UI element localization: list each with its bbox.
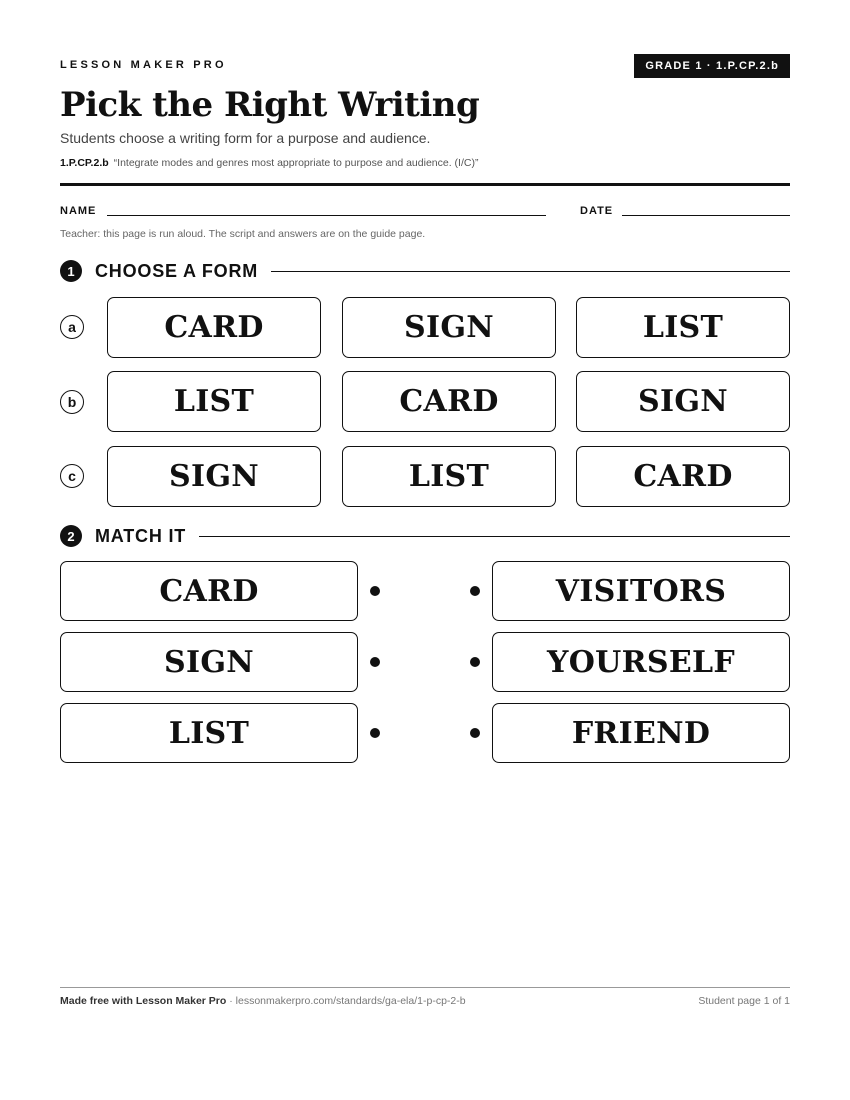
standard-code: 1.P.CP.2.b: [60, 157, 109, 169]
choice-c-2[interactable]: LIST: [342, 446, 556, 507]
section-title: MATCH IT: [95, 525, 187, 546]
row-letter-a: a: [60, 315, 84, 339]
choice-a-1[interactable]: CARD: [107, 297, 321, 358]
footer-url[interactable]: · lessonmakerpro.com/standards/ga-ela/1-p-cp-2-b: [226, 995, 466, 1007]
choice-a-3[interactable]: LIST: [576, 297, 790, 358]
page-title: Pick the Right Writing: [60, 85, 480, 125]
match-left-dot-1[interactable]: [370, 586, 380, 596]
match-right-1[interactable]: VISITORS: [492, 561, 790, 621]
worksheet-page: [60, 0, 790, 1100]
match-right-dot-3[interactable]: [470, 728, 480, 738]
match-right-2[interactable]: YOURSELF: [492, 632, 790, 692]
match-left-2[interactable]: SIGN: [60, 632, 358, 692]
section-number-badge: 2: [60, 525, 82, 547]
match-left-dot-2[interactable]: [370, 657, 380, 667]
standard-text: “Integrate modes and genres most appropriate to purpose and audience. (I/C)”: [113, 157, 479, 169]
grade-badge: GRADE 1 · 1.P.CP.2.b: [634, 54, 790, 78]
row-letter-b: b: [60, 390, 84, 414]
teacher-note: Teacher: this page is run aloud. The script and answers are on the guide page.: [60, 228, 426, 240]
choice-c-1[interactable]: SIGN: [107, 446, 321, 507]
match-left-3[interactable]: LIST: [60, 703, 358, 763]
date-label: DATE: [580, 205, 614, 217]
section-divider: [199, 536, 790, 537]
match-right-3[interactable]: FRIEND: [492, 703, 790, 763]
match-right-dot-1[interactable]: [470, 586, 480, 596]
footer-divider: [60, 987, 790, 988]
section-choose-a-form-header: [60, 259, 790, 283]
name-field[interactable]: [107, 215, 546, 216]
footer-credit: [60, 995, 466, 1007]
section-number-badge: 1: [60, 260, 82, 282]
brand-name: LESSON MAKER PRO: [60, 59, 227, 71]
choice-a-2[interactable]: SIGN: [342, 297, 556, 358]
header-divider: [60, 183, 790, 186]
choice-b-1[interactable]: LIST: [107, 371, 321, 432]
match-left-1[interactable]: CARD: [60, 561, 358, 621]
date-field[interactable]: [622, 215, 790, 216]
section-divider: [271, 271, 790, 272]
footer-page-number: Student page 1 of 1: [698, 995, 790, 1007]
section-title: CHOOSE A FORM: [95, 260, 259, 281]
choice-c-3[interactable]: CARD: [576, 446, 790, 507]
row-letter-c: c: [60, 464, 84, 488]
name-label: NAME: [60, 205, 97, 217]
choice-b-2[interactable]: CARD: [342, 371, 556, 432]
match-right-dot-2[interactable]: [470, 657, 480, 667]
standard-line: [60, 157, 478, 169]
section-match-it-header: [60, 524, 790, 548]
match-left-dot-3[interactable]: [370, 728, 380, 738]
choice-b-3[interactable]: SIGN: [576, 371, 790, 432]
footer-made-with: Made free with Lesson Maker Pro: [60, 995, 227, 1007]
page-subtitle: Students choose a writing form for a purpose and audience.: [60, 130, 431, 146]
